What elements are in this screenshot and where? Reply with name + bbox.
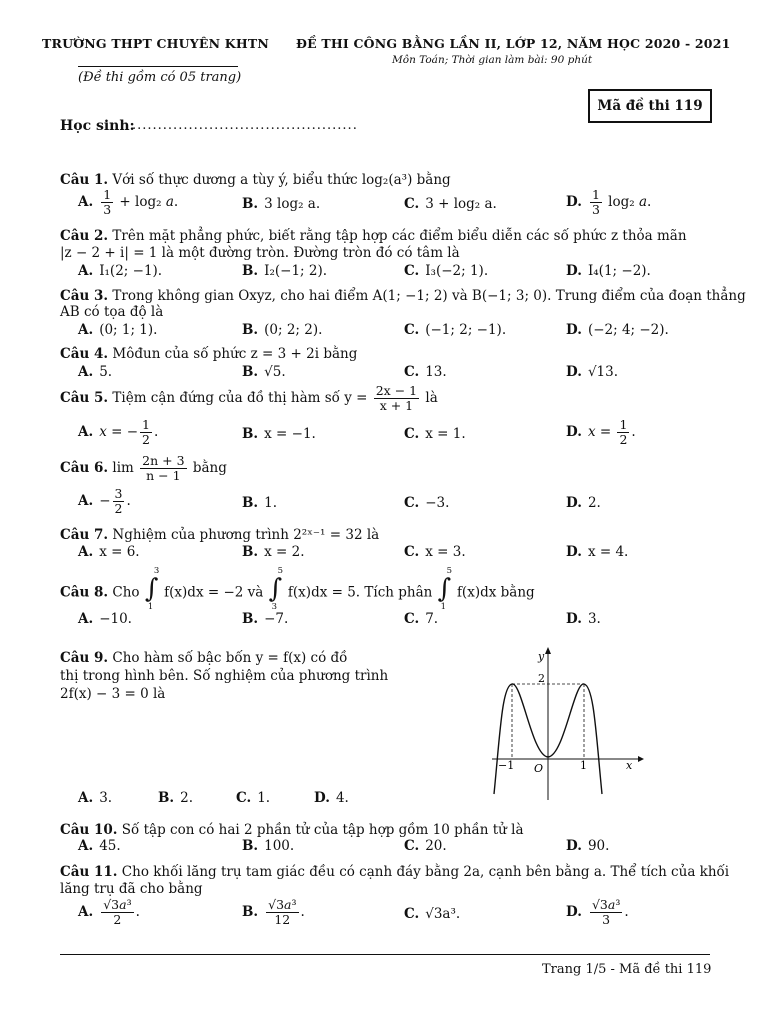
- question-9-line3: 2f(x) − 3 = 0 là: [60, 686, 166, 702]
- question-7: [60, 527, 379, 543]
- option-c[interactable]: C. 20.: [404, 838, 447, 854]
- question-11-line2: lăng trụ đã cho bằng: [60, 881, 203, 897]
- question-text: Số tập con có hai 2 phần tử của tập hợp gồm 10 phần tử là: [121, 822, 524, 838]
- option-b[interactable]: B. −7.: [242, 611, 289, 627]
- question-5: Câu 5. Tiệm cận đứng của đồ thị hàm số y = $\frac{2x - 1}{x + 1}$ là: [60, 383, 438, 413]
- option-d[interactable]: D. 2.: [566, 495, 601, 511]
- question-label: Câu 5.: [60, 389, 109, 406]
- question-3-line2: AB có tọa độ là: [60, 304, 164, 320]
- option-b[interactable]: B. 100.: [242, 838, 295, 854]
- exam-title: ĐỀ THI CÔNG BẰNG LẦN II, LỚP 12, NĂM HỌC 2020 - 2021: [296, 36, 731, 51]
- question-text: Cho hàm số bậc bốn y = f(x) có đồ: [112, 650, 348, 666]
- page-footer: Trang 1/5 - Mã đề thi 119: [542, 962, 712, 977]
- question-6: Câu 6. lim $\frac{2n + 3}{n - 1}$ bằng: [60, 453, 227, 483]
- footer-rule: [60, 954, 710, 955]
- option-c[interactable]: C. 7.: [404, 611, 439, 627]
- option-a[interactable]: A. I₁(2; −1).: [78, 263, 163, 279]
- question-8: Câu 8. Cho ∫ 3 1 f(x)dx = −2 và ∫ 5 3 f(x)dx = 5. Tích phân ∫ 5 1 f(x)dx bằng: [60, 566, 535, 612]
- option-b[interactable]: B. (0; 2; 2).: [242, 322, 323, 338]
- option-a[interactable]: A. x = 6.: [78, 544, 140, 560]
- option-d[interactable]: D. I₄(1; −2).: [566, 263, 651, 279]
- question-text: Cho khối lăng trụ tam giác đều có cạnh đáy bằng 2a, cạnh bên bằng a. Thể tích của khối: [121, 864, 730, 880]
- option-c[interactable]: C. 1.: [236, 790, 271, 806]
- option-c[interactable]: C. (−1; 2; −1).: [404, 322, 507, 338]
- question-9-line2: thị trong hình bên. Số nghiệm của phương trình: [60, 668, 389, 684]
- option-d[interactable]: D. 4.: [314, 790, 349, 806]
- option-c[interactable]: C. x = 3.: [404, 544, 466, 560]
- option-b[interactable]: B. 2.: [158, 790, 194, 806]
- question-9: [60, 650, 347, 666]
- question-label: Câu 1.: [60, 172, 109, 188]
- question-label: Câu 4.: [60, 346, 109, 362]
- fraction: $\frac{2n + 3}{n - 1}$: [142, 453, 185, 483]
- integral-sign-2: ∫ 5 3: [268, 566, 284, 612]
- option-c[interactable]: C. 13.: [404, 364, 447, 380]
- x-label: x: [626, 759, 633, 772]
- question-text: Tiệm cận đứng của đồ thị hàm số y =: [112, 389, 368, 406]
- option-d[interactable]: D. x = 4.: [566, 544, 629, 560]
- option-c[interactable]: C. √3a³.: [404, 906, 461, 922]
- option-b[interactable]: B. x = −1.: [242, 426, 316, 442]
- question-label: Câu 8.: [60, 584, 109, 601]
- subject-time: Môn Toán; Thời gian làm bài: 90 phút: [392, 54, 593, 66]
- option-b[interactable]: B. 3 log₂ a.: [242, 196, 321, 212]
- option-d[interactable]: D. x = $\frac{1}{2}$ .: [566, 417, 636, 447]
- question-2: [60, 228, 687, 244]
- option-d[interactable]: D. 90.: [566, 838, 610, 854]
- student-name-field[interactable]: ............................................: [132, 118, 358, 133]
- option-a[interactable]: A. $\frac{\text{√3a³}}{2}$ .: [78, 897, 140, 927]
- option-a[interactable]: A. −10.: [78, 611, 132, 627]
- question-label: Câu 6.: [60, 459, 109, 476]
- pages-note: (Đề thi gồm có 05 trang): [78, 70, 242, 85]
- question-11: [60, 864, 729, 880]
- question-text: Nghiệm của phương trình 2²ˣ⁻¹ = 32 là: [112, 527, 380, 543]
- x-axis-arrow: [638, 756, 644, 762]
- question-3: [60, 288, 746, 304]
- option-c[interactable]: C. 3 + log₂ a.: [404, 196, 497, 212]
- option-a[interactable]: A. 3.: [78, 790, 113, 806]
- option-a[interactable]: A. − $\frac{3}{2}$ .: [78, 486, 131, 516]
- question-4: [60, 346, 357, 362]
- option-c[interactable]: C. −3.: [404, 495, 450, 511]
- fraction: $\frac{2x - 1}{x + 1}$: [375, 383, 418, 413]
- option-d[interactable]: D. √13.: [566, 364, 619, 380]
- question-text: Trong không gian Oxyz, cho hai điểm A(1; −1; 2) và B(−1; 3; 0). Trung điểm của đoạn thẳng: [112, 288, 746, 304]
- y-label: y: [538, 650, 545, 663]
- option-d[interactable]: D. $\frac{1}{3}$ log₂ a.: [566, 187, 652, 217]
- option-d[interactable]: D. (−2; 4; −2).: [566, 322, 669, 338]
- question-label: Câu 7.: [60, 527, 109, 543]
- option-c[interactable]: C. I₃(−2; 1).: [404, 263, 489, 279]
- question-label: Câu 9.: [60, 650, 109, 666]
- question-text: Trên mặt phẳng phức, biết rằng tập hợp các điểm biểu diễn các số phức z thỏa mãn: [112, 228, 687, 244]
- school-name: TRƯỜNG THPT CHUYÊN KHTN: [42, 36, 269, 51]
- option-b[interactable]: B. I₂(−1; 2).: [242, 263, 328, 279]
- question-label: Câu 3.: [60, 288, 109, 304]
- option-b[interactable]: B. 1.: [242, 495, 278, 511]
- question-label: Câu 10.: [60, 822, 118, 838]
- option-d[interactable]: D. 3.: [566, 611, 601, 627]
- option-a[interactable]: A. 5.: [78, 364, 113, 380]
- student-label: Học sinh:: [60, 118, 135, 134]
- option-a[interactable]: A. x = − $\frac{1}{2}$ .: [78, 417, 159, 447]
- option-a[interactable]: A. (0; 1; 1).: [78, 322, 158, 338]
- origin-label: O: [534, 762, 544, 775]
- question-text: Với số thực dương a tùy ý, biểu thức log₂(a³) bằng: [112, 172, 451, 188]
- question-label: Câu 11.: [60, 864, 118, 880]
- quartic-graph: [488, 644, 644, 804]
- option-b[interactable]: B. $\frac{\text{√3a³}}{12}$ .: [242, 897, 305, 927]
- y-axis-arrow: [545, 647, 551, 654]
- option-c[interactable]: C. x = 1.: [404, 426, 466, 442]
- option-b[interactable]: B. √5.: [242, 364, 286, 380]
- question-text: Môđun của số phức z = 3 + 2i bằng: [112, 346, 358, 362]
- tick-y2: 2: [538, 672, 545, 685]
- tick-neg1: −1: [498, 759, 515, 772]
- question-label: Câu 2.: [60, 228, 109, 244]
- exam-code: Mã đề thi 119: [597, 98, 703, 114]
- header-rule: [78, 66, 238, 67]
- question-10: [60, 822, 524, 838]
- option-d[interactable]: D. $\frac{\text{√3a³}}{3}$ .: [566, 897, 629, 927]
- question-1: [60, 172, 451, 188]
- tick-pos1: 1: [580, 759, 587, 772]
- integral-sign-3: ∫ 5 1: [437, 566, 453, 612]
- integral-sign-1: ∫ 3 1: [144, 566, 160, 612]
- option-a[interactable]: A. $\frac{1}{3}$ + log₂ a.: [78, 187, 179, 217]
- question-2-line2: |z − 2 + i| = 1 là một đường tròn. Đường tròn đó có tâm là: [60, 245, 460, 261]
- exam-code-box: [588, 89, 712, 123]
- question-text: lim: [112, 459, 134, 476]
- option-a[interactable]: A. 45.: [78, 838, 121, 854]
- option-b[interactable]: B. x = 2.: [242, 544, 305, 560]
